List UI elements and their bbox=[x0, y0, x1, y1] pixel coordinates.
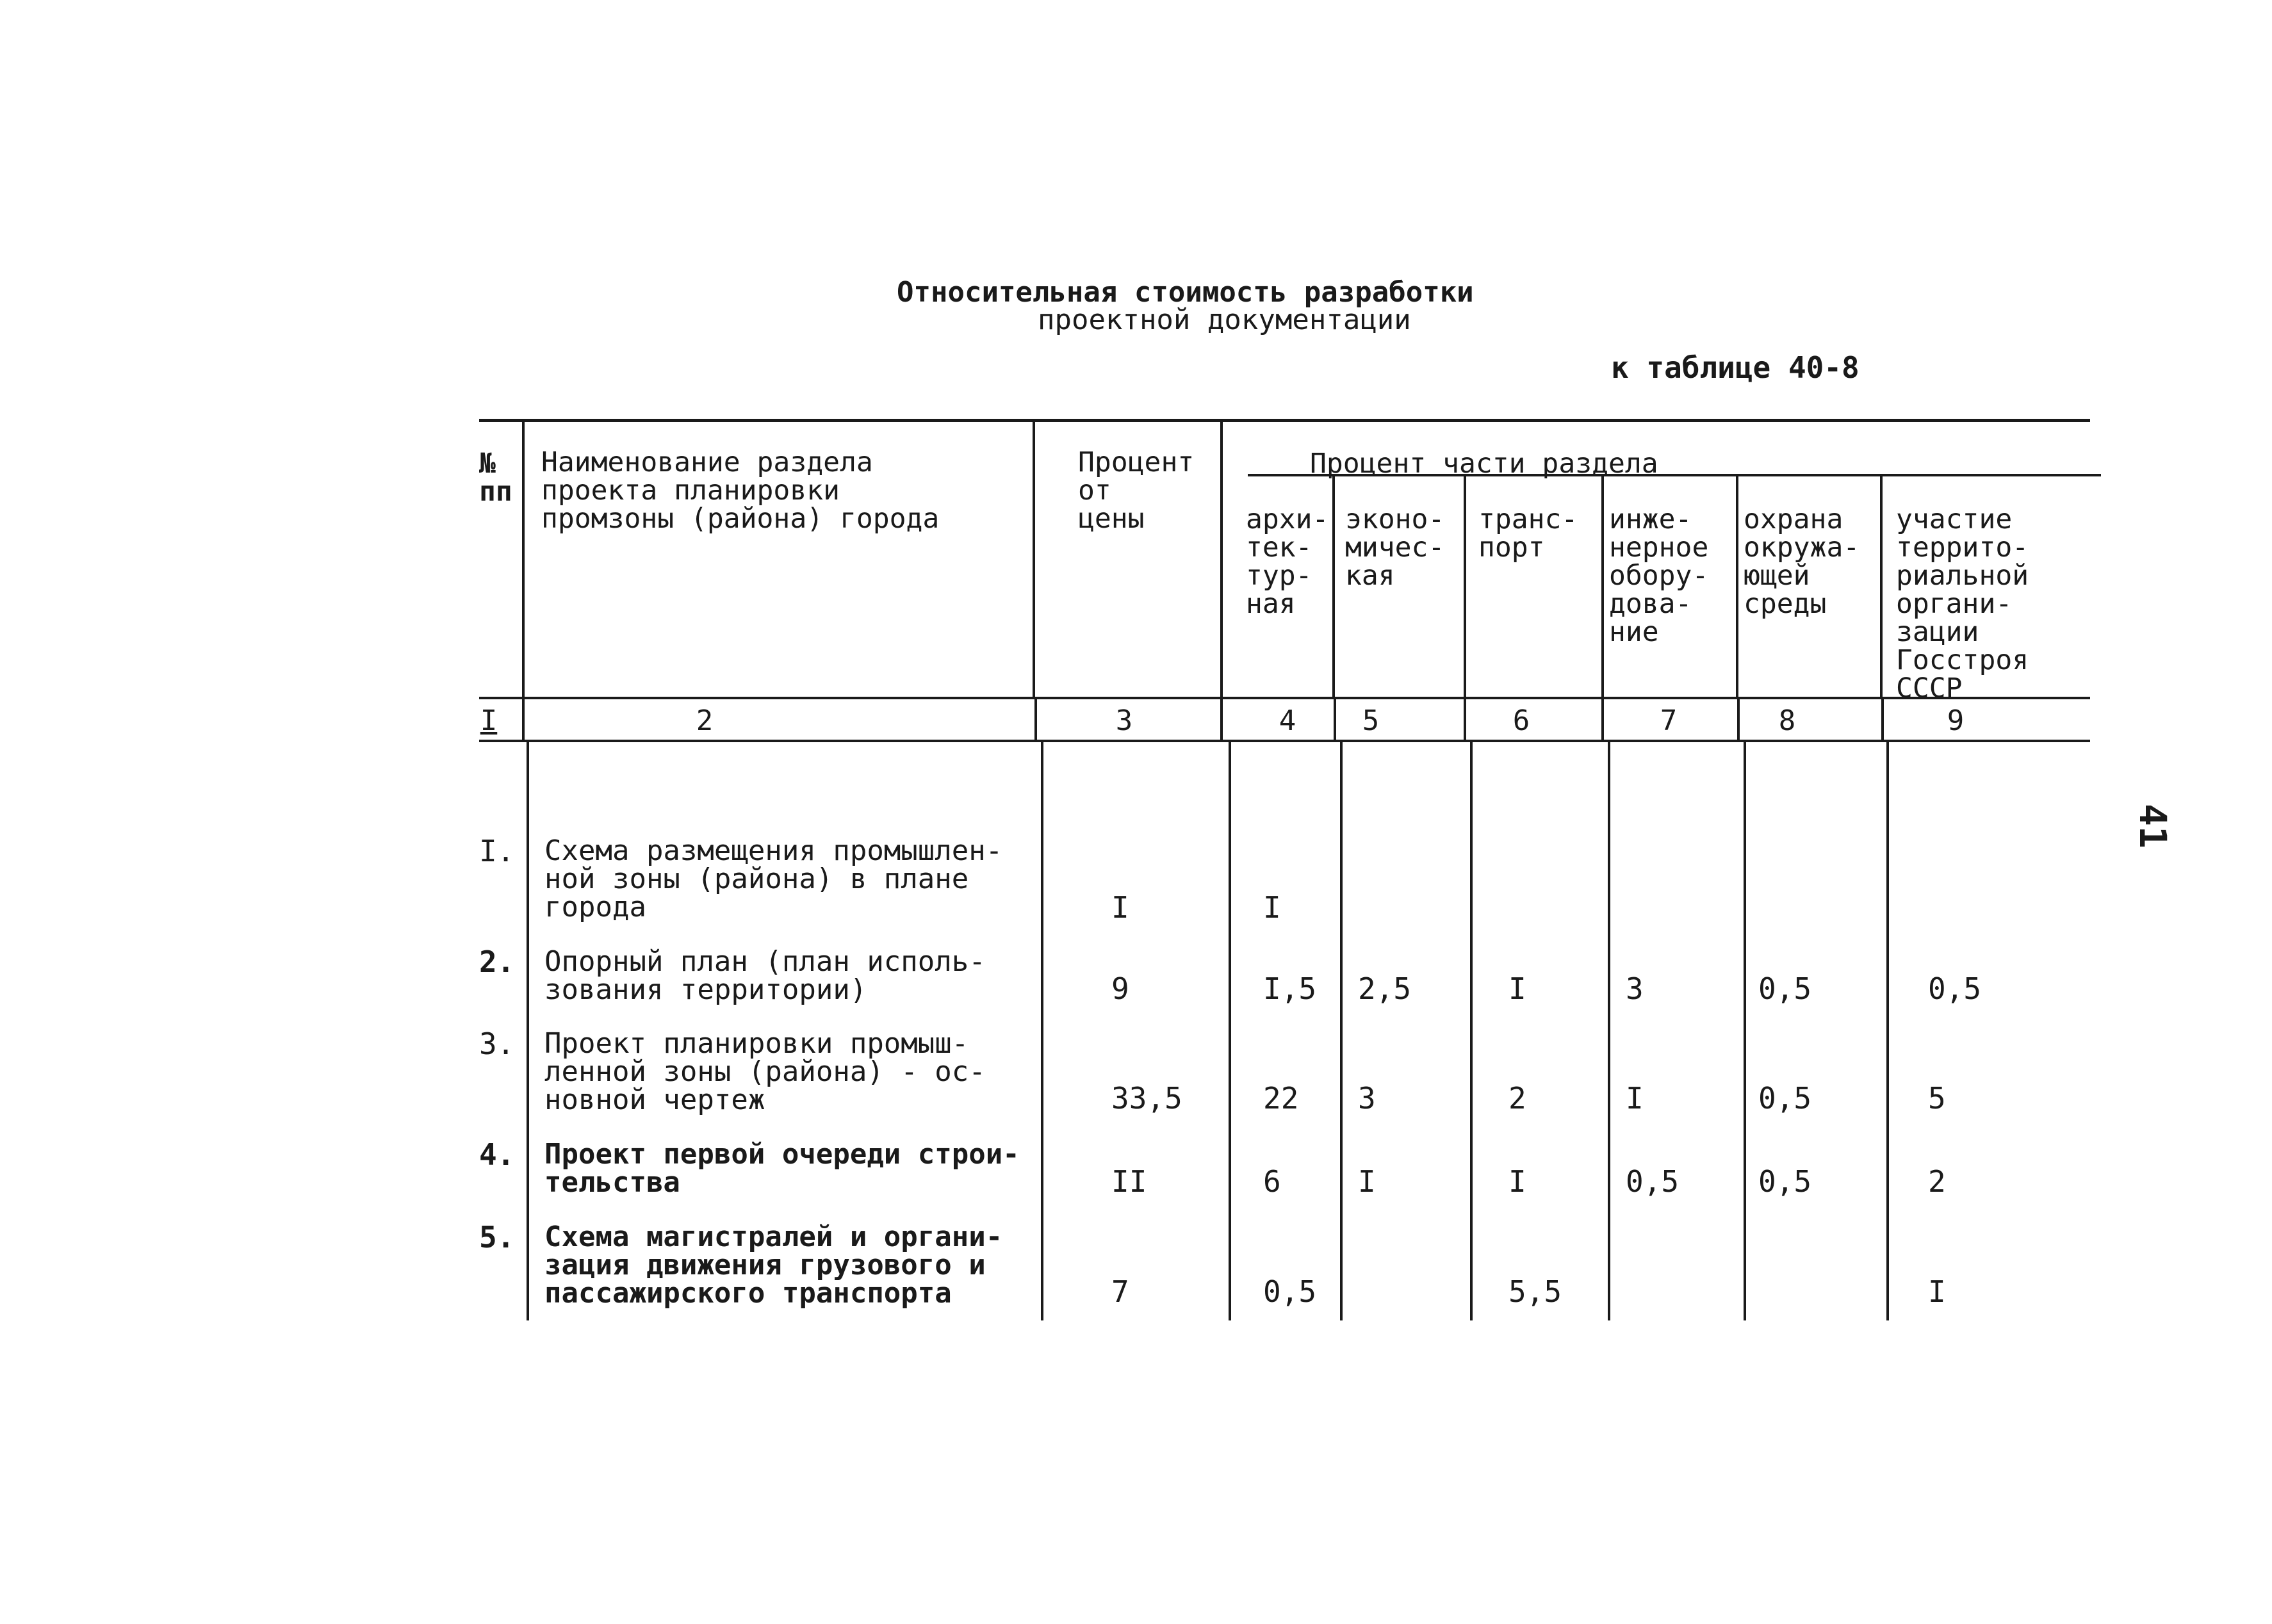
col-divider bbox=[1220, 698, 1223, 741]
header-bottom-rule bbox=[479, 697, 2090, 699]
column-number: 6 bbox=[1512, 704, 1530, 737]
col-divider bbox=[1464, 698, 1466, 741]
row-section-name: Проект планировки промыш- ленной зоны (района) - ос- новной чертеж bbox=[544, 1027, 986, 1116]
colnum-bottom-rule bbox=[479, 740, 2090, 742]
col-divider bbox=[1881, 698, 1884, 741]
row-territorial-org: 5 bbox=[1928, 1081, 1946, 1116]
col-divider bbox=[1601, 475, 1604, 698]
header-territorial-org: участие террито- риальной органи- зации Госстроя СССР bbox=[1896, 503, 2029, 704]
page-subtitle: проектной документации bbox=[1038, 304, 1411, 336]
col-divider bbox=[1033, 419, 1035, 698]
col-divider bbox=[1034, 698, 1037, 741]
col-divider bbox=[1744, 741, 1746, 1320]
col-divider bbox=[1886, 741, 1889, 1320]
table-top-rule bbox=[479, 419, 2090, 422]
row-percent: 33,5 bbox=[1111, 1081, 1182, 1116]
col-divider bbox=[1470, 741, 1473, 1320]
column-number: 8 bbox=[1778, 704, 1796, 737]
col-divider bbox=[1041, 741, 1043, 1320]
col-divider bbox=[1340, 741, 1343, 1320]
row-transport: 5,5 bbox=[1508, 1274, 1562, 1309]
column-number: 4 bbox=[1279, 704, 1296, 737]
row-number: 4. bbox=[479, 1137, 515, 1172]
col-divider bbox=[527, 741, 529, 1320]
col-divider bbox=[1736, 475, 1738, 698]
row-transport: I bbox=[1508, 1164, 1526, 1199]
row-territorial-org: 2 bbox=[1928, 1164, 1946, 1199]
col-divider bbox=[1601, 698, 1604, 741]
col-divider bbox=[1880, 475, 1883, 698]
column-number: 5 bbox=[1362, 704, 1380, 737]
column-number: I bbox=[480, 704, 498, 737]
row-engineering: 0,5 bbox=[1626, 1164, 1679, 1199]
row-number: 5. bbox=[479, 1220, 515, 1255]
row-percent: 7 bbox=[1111, 1274, 1129, 1309]
row-territorial-org: 0,5 bbox=[1928, 971, 1982, 1006]
header-number: № пп bbox=[479, 448, 512, 508]
col-divider bbox=[522, 419, 525, 698]
row-percent: 9 bbox=[1111, 971, 1129, 1006]
col-divider bbox=[1334, 698, 1336, 741]
row-architectural: I bbox=[1263, 890, 1281, 925]
page-number: 41 bbox=[2131, 804, 2175, 849]
row-number: 2. bbox=[479, 945, 515, 979]
table-reference: к таблице 40-8 bbox=[1611, 350, 1859, 385]
header-economic: эконо- мичес- кая bbox=[1345, 503, 1445, 592]
row-economic: 2,5 bbox=[1358, 971, 1412, 1006]
col-divider bbox=[522, 698, 525, 741]
col-divider bbox=[1737, 698, 1740, 741]
row-transport: I bbox=[1508, 971, 1526, 1006]
row-number: I. bbox=[479, 834, 515, 868]
row-section-name: Опорный план (план исполь- зования территории) bbox=[544, 945, 986, 1006]
row-environment: 0,5 bbox=[1758, 1164, 1812, 1199]
row-section-name: Схема магистралей и органи- зация движения грузового и пассажирского транспорта bbox=[544, 1221, 1003, 1310]
header-percent-of-price: Процент от цены bbox=[1078, 446, 1195, 535]
col-divider bbox=[1332, 475, 1335, 698]
row-section-name: Схема размещения промышлен- ной зоны (района) в плане города bbox=[544, 834, 1003, 923]
page-title: Относительная стоимость разработки bbox=[897, 276, 1474, 309]
col-divider bbox=[1608, 741, 1610, 1320]
col-divider bbox=[1464, 475, 1466, 698]
row-architectural: I,5 bbox=[1263, 971, 1317, 1006]
row-environment: 0,5 bbox=[1758, 1081, 1812, 1116]
row-engineering: I bbox=[1626, 1081, 1644, 1116]
col-divider bbox=[1229, 741, 1231, 1320]
row-environment: 0,5 bbox=[1758, 971, 1812, 1006]
row-territorial-org: I bbox=[1928, 1274, 1946, 1309]
row-economic: 3 bbox=[1358, 1081, 1376, 1116]
row-number: 3. bbox=[479, 1027, 515, 1061]
header-engineering: инже- нерное обору- дова- ние bbox=[1609, 503, 1709, 648]
row-engineering: 3 bbox=[1626, 971, 1644, 1006]
header-environment: охрана окружа- ющей среды bbox=[1744, 503, 1860, 620]
row-architectural: 0,5 bbox=[1263, 1274, 1317, 1309]
row-section-name: Проект первой очереди строи- тельства bbox=[544, 1138, 1020, 1199]
header-section-name: Наименование раздела проекта планировки промзоны (района) города bbox=[541, 446, 940, 535]
header-architectural: архи- тек- тур- ная bbox=[1246, 503, 1329, 620]
column-number: 9 bbox=[1947, 704, 1965, 737]
row-transport: 2 bbox=[1508, 1081, 1526, 1116]
row-percent: II bbox=[1111, 1164, 1147, 1199]
column-number: 3 bbox=[1115, 704, 1133, 737]
row-architectural: 6 bbox=[1263, 1164, 1281, 1199]
col-divider bbox=[1220, 419, 1223, 698]
header-transport: транс- порт bbox=[1478, 503, 1578, 564]
column-number: 2 bbox=[696, 704, 714, 737]
column-number: 7 bbox=[1660, 704, 1678, 737]
header-group-percent-parts: Процент части раздела bbox=[1310, 448, 1658, 480]
row-economic: I bbox=[1358, 1164, 1376, 1199]
row-architectural: 22 bbox=[1263, 1081, 1299, 1116]
row-percent: I bbox=[1111, 890, 1129, 925]
